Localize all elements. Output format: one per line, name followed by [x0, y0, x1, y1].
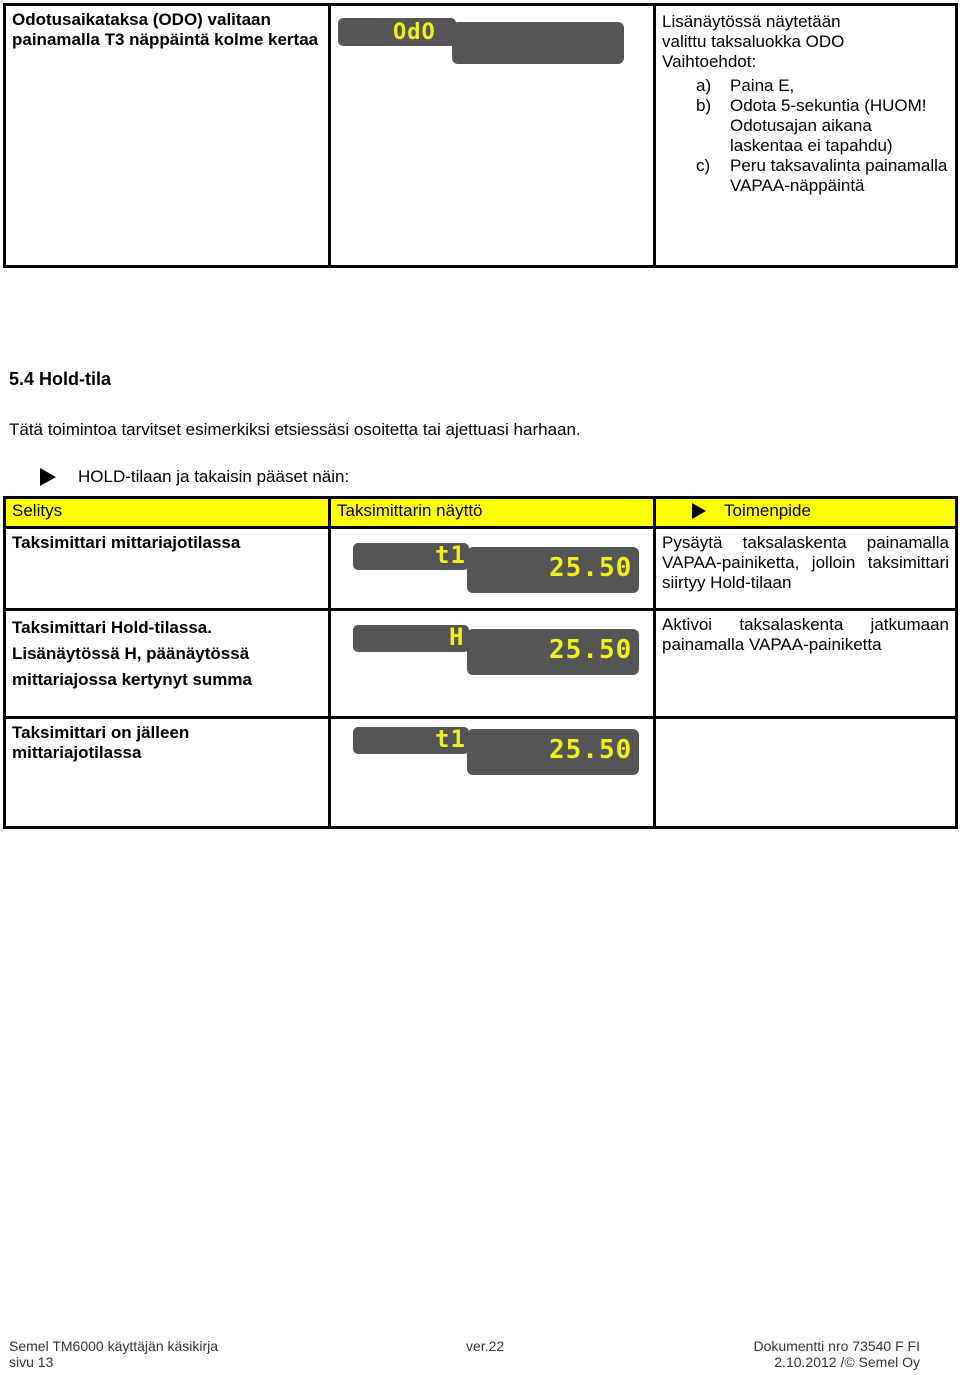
main-display	[452, 22, 624, 64]
arrow-right-icon	[40, 468, 56, 486]
row-action: Aktivoi taksalaskenta jatkumaan painamalla VAPAA-painiketta	[655, 610, 957, 718]
row-desc: Taksimittari mittariajotilassa	[5, 528, 330, 610]
footer-right	[753, 1338, 920, 1370]
sub-display-text: t1	[435, 725, 466, 753]
col-header-selitys: Selitys	[5, 498, 330, 528]
col-header-naytto: Taksimittarin näyttö	[330, 498, 655, 528]
main-display-text: 25.50	[549, 553, 633, 583]
footer-title: Semel TM6000 käyttäjän käsikirja	[9, 1338, 219, 1354]
odo-display-cell	[330, 5, 655, 267]
row-action	[655, 718, 957, 828]
hold-table	[3, 496, 958, 829]
instr-line1: Lisänäytössä näytetään	[662, 12, 841, 31]
main-display-text: 25.50	[549, 635, 633, 665]
hold-instruction	[40, 467, 349, 487]
sub-display-text: H	[449, 623, 465, 651]
row-desc: Taksimittari Hold-tilassa. Lisänäytössä H, päänäytössä mittariajossa kertynyt summa	[5, 610, 330, 718]
odo-table	[3, 3, 958, 268]
footer-docnum: Dokumentti nro 73540 F FI	[753, 1338, 920, 1354]
instr-line3: Vaihtoehdot:	[662, 52, 757, 71]
col-header-toimenpide: Toimenpide	[655, 498, 957, 528]
footer-left	[9, 1338, 218, 1370]
hold-instruction-text: HOLD-tilaan ja takaisin pääset näin:	[78, 467, 350, 486]
row-desc: Taksimittari on jälleen mittariajotilassa	[5, 718, 330, 828]
row-display	[330, 718, 655, 828]
odo-description: Odotusaikataksa (ODO) valitaan painamalla T3 näppäintä kolme kertaa	[5, 5, 330, 267]
option-a: a) Paina E,	[696, 76, 795, 95]
option-c: c) Peru taksavalinta painamalla VAPAA-näppäintä	[696, 156, 948, 195]
row-display	[330, 528, 655, 610]
table-row	[5, 528, 957, 610]
table-row	[5, 610, 957, 718]
table-row	[5, 718, 957, 828]
odo-instructions	[655, 5, 957, 267]
sub-display-text: t1	[435, 541, 466, 569]
footer-version: ver.22	[466, 1338, 505, 1354]
footer-page: sivu 13	[9, 1354, 54, 1370]
main-display-text: 25.50	[549, 735, 633, 765]
option-b: b) Odota 5-sekuntia (HUOM! Odotusajan aikana laskentaa ei tapahdu)	[696, 96, 927, 155]
footer-date: 2.10.2012 /© Semel Oy	[774, 1354, 920, 1370]
row-action: Pysäytä taksalaskenta painamalla VAPAA-painiketta, jolloin taksimittari siirtyy Hold-tilaan	[655, 528, 957, 610]
row-display	[330, 610, 655, 718]
arrow-right-icon	[692, 503, 706, 519]
section-heading: 5.4 Hold-tila	[9, 369, 112, 389]
section-paragraph: Tätä toimintoa tarvitset esimerkiksi etsiessäsi osoitetta tai ajettuasi harhaan.	[9, 420, 581, 439]
instr-line2: valittu taksaluokka ODO	[662, 32, 845, 51]
sub-display-text: OdO	[393, 20, 436, 45]
